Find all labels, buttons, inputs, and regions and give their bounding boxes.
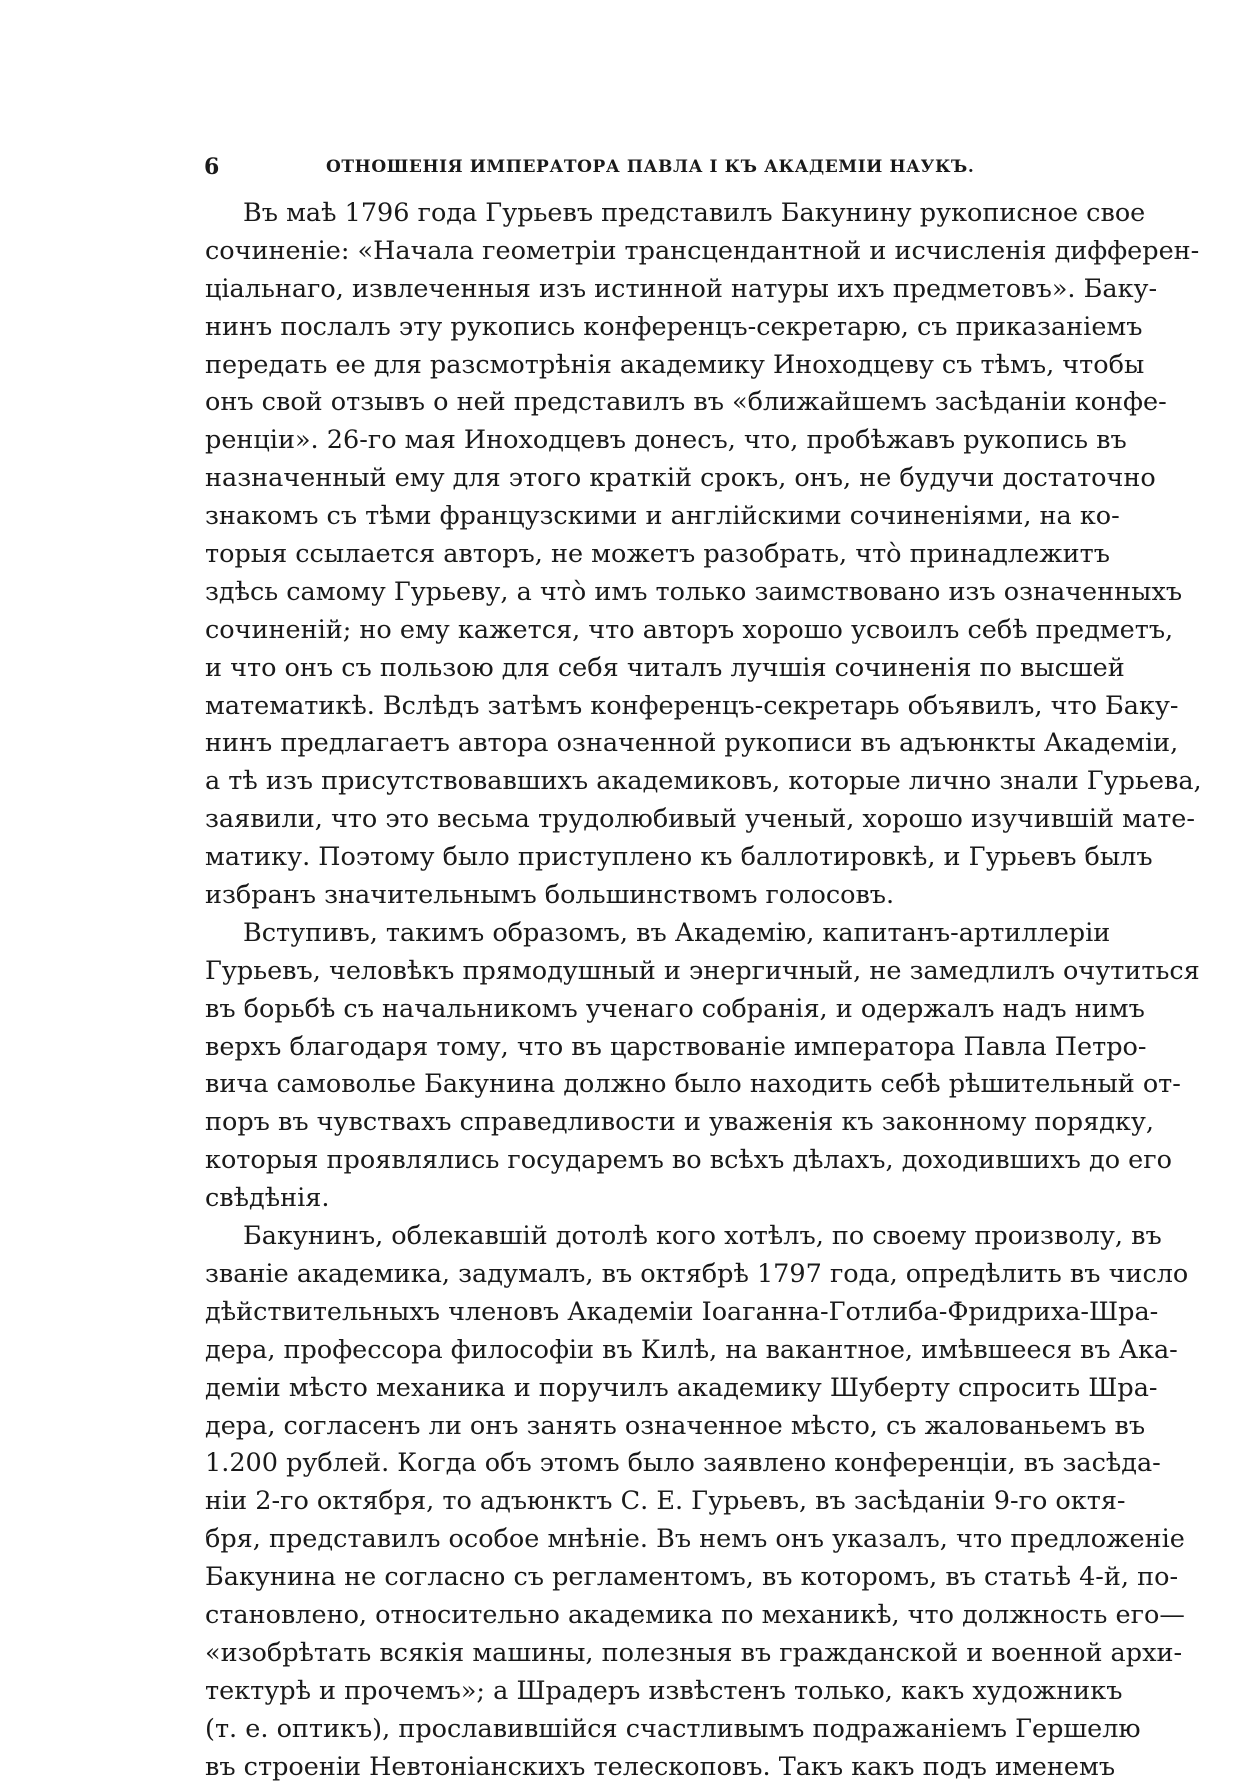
paragraph-2	[205, 915, 1200, 1218]
text-line: Бакунина не согласно съ регламентомъ, въ которомъ, въ статьѣ 4-й, по-	[205, 1562, 1179, 1593]
text-line: бря, представилъ особое мнѣніе. Въ немъ онъ указалъ, что предложеніе	[205, 1524, 1185, 1555]
text-line: вича самоволье Бакунина должно было находить себѣ рѣшительный от-	[205, 1069, 1181, 1100]
text-line: ніи 2-го октября, то адъюнктъ С. Е. Гурьевъ, въ засѣданіи 9-го октя-	[205, 1486, 1126, 1517]
text-line: «изобрѣтать всякія машины, полезныя въ гражданской и военной архи-	[205, 1637, 1183, 1668]
text-line: поръ въ чувствахъ справедливости и уваженія къ законному порядку,	[205, 1107, 1154, 1138]
running-head	[204, 152, 975, 182]
text-line: тектурѣ и прочемъ»; а Шрадеръ извѣстенъ только, какъ художникъ	[205, 1675, 1123, 1706]
text-line: дѣйствительныхъ членовъ Академіи Іоаганна-Готлиба-Фридриха-Шра-	[205, 1296, 1159, 1327]
text-line: заявили, что это весьма трудолюбивый ученый, хорошо изучившій мате-	[205, 804, 1195, 835]
paragraph-3	[205, 1218, 1189, 1786]
text-line: передать ее для разсмотрѣнія академику Иноходцеву съ тѣмъ, чтобы	[205, 349, 1145, 380]
text-line: въ строеніи Невтоніанскихъ телескоповъ. Такъ какъ подъ именемъ	[205, 1751, 1116, 1782]
text-line: (т. е. оптикъ), прославившійся счастливымъ подражаніемъ Гершелю	[205, 1713, 1141, 1744]
text-line: матику. Поэтому было приступлено къ баллотировкѣ, и Гурьевъ былъ	[205, 842, 1153, 873]
text-line: назначенный ему для этого краткій срокъ, онъ, не будучи достаточно	[205, 463, 1156, 494]
text-line: знакомъ съ тѣми французскими и англійскими сочиненіями, на ко-	[205, 501, 1120, 532]
text-line: Гурьевъ, человѣкъ прямодушный и энергичный, не замедлилъ очутиться	[205, 955, 1200, 986]
text-line: свѣдѣнія.	[205, 1183, 330, 1214]
text-line: нинъ предлагаетъ автора означенной рукописи въ адъюнкты Академіи,	[205, 728, 1179, 759]
text-line: избранъ значительнымъ большинствомъ голосовъ.	[205, 880, 895, 911]
text-line: нинъ послалъ эту рукопись конференцъ-секретарю, съ приказаніемъ	[205, 311, 1143, 342]
text-line: математикѣ. Вслѣдъ затѣмъ конференцъ-секретарь объявилъ, что Баку-	[205, 690, 1179, 721]
running-title: ОТНОШЕНІЯ ИМПЕРАТОРА ПАВЛА І КЪ АКАДЕМІИ НАУКЪ.	[326, 157, 975, 177]
text-line: торыя ссылается авторъ, не можетъ разобрать, что̀ принадлежитъ	[205, 539, 1110, 570]
text-line: которыя проявлялись государемъ во всѣхъ дѣлахъ, доходившихъ до его	[205, 1145, 1172, 1176]
text-line: Въ маѣ 1796 года Гурьевъ представилъ Бакунину рукописное свое	[243, 198, 1146, 228]
text-line: сочиненій; но ему кажется, что авторъ хорошо усвоилъ себѣ предметъ,	[205, 614, 1174, 645]
page-number: 6	[204, 154, 220, 180]
text-line: онъ свой отзывъ о ней представилъ въ «ближайшемъ засѣданіи конфе-	[205, 387, 1167, 418]
text-line: званіе академика, задумалъ, въ октябрѣ 1797 года, опредѣлить въ число	[205, 1258, 1189, 1289]
text-line: а тѣ изъ присутствовавшихъ академиковъ, которые лично знали Гурьева,	[205, 766, 1202, 797]
text-line: верхъ благодаря тому, что въ царствованіе императора Павла Петро-	[205, 1031, 1147, 1062]
text-line: сочиненіе: «Начала геометріи трансцендантной и исчисленія дифферен-	[205, 235, 1200, 266]
text-line: дера, профессора философіи въ Килѣ, на вакантное, имѣвшееся въ Ака-	[205, 1334, 1178, 1365]
text-line: въ борьбѣ съ начальникомъ ученаго собранія, и одержалъ надъ нимъ	[205, 993, 1145, 1024]
text-line: здѣсь самому Гурьеву, а что̀ имъ только заимствовано изъ означенныхъ	[205, 576, 1183, 607]
text-line: ренціи». 26-го мая Иноходцевъ донесъ, что, пробѣжавъ рукопись въ	[205, 425, 1127, 456]
text-line: Вступивъ, такимъ образомъ, въ Академію, капитанъ-артиллеріи	[243, 917, 1111, 948]
text-line: и что онъ съ пользою для себя читалъ лучшія сочиненія по высшей	[205, 652, 1125, 683]
text-line: деміи мѣсто механика и поручилъ академику Шуберту спросить Шра-	[205, 1372, 1158, 1403]
text-line: дера, согласенъ ли онъ занять означенное мѣсто, съ жалованьемъ въ	[205, 1410, 1146, 1441]
text-line: становлено, относительно академика по механикѣ, что должность его—	[205, 1599, 1185, 1630]
text-line: Бакунинъ, облекавшій дотолѣ кого хотѣлъ, по своему произволу, въ	[243, 1221, 1162, 1252]
paragraph-1	[205, 195, 1202, 915]
text-line: ціальнаго, извлеченныя изъ истинной натуры ихъ предметовъ». Баку-	[205, 273, 1158, 304]
text-line: 1.200 рублей. Когда объ этомъ было заявлено конференціи, въ засѣда-	[205, 1448, 1161, 1479]
text-column	[205, 195, 1202, 1786]
